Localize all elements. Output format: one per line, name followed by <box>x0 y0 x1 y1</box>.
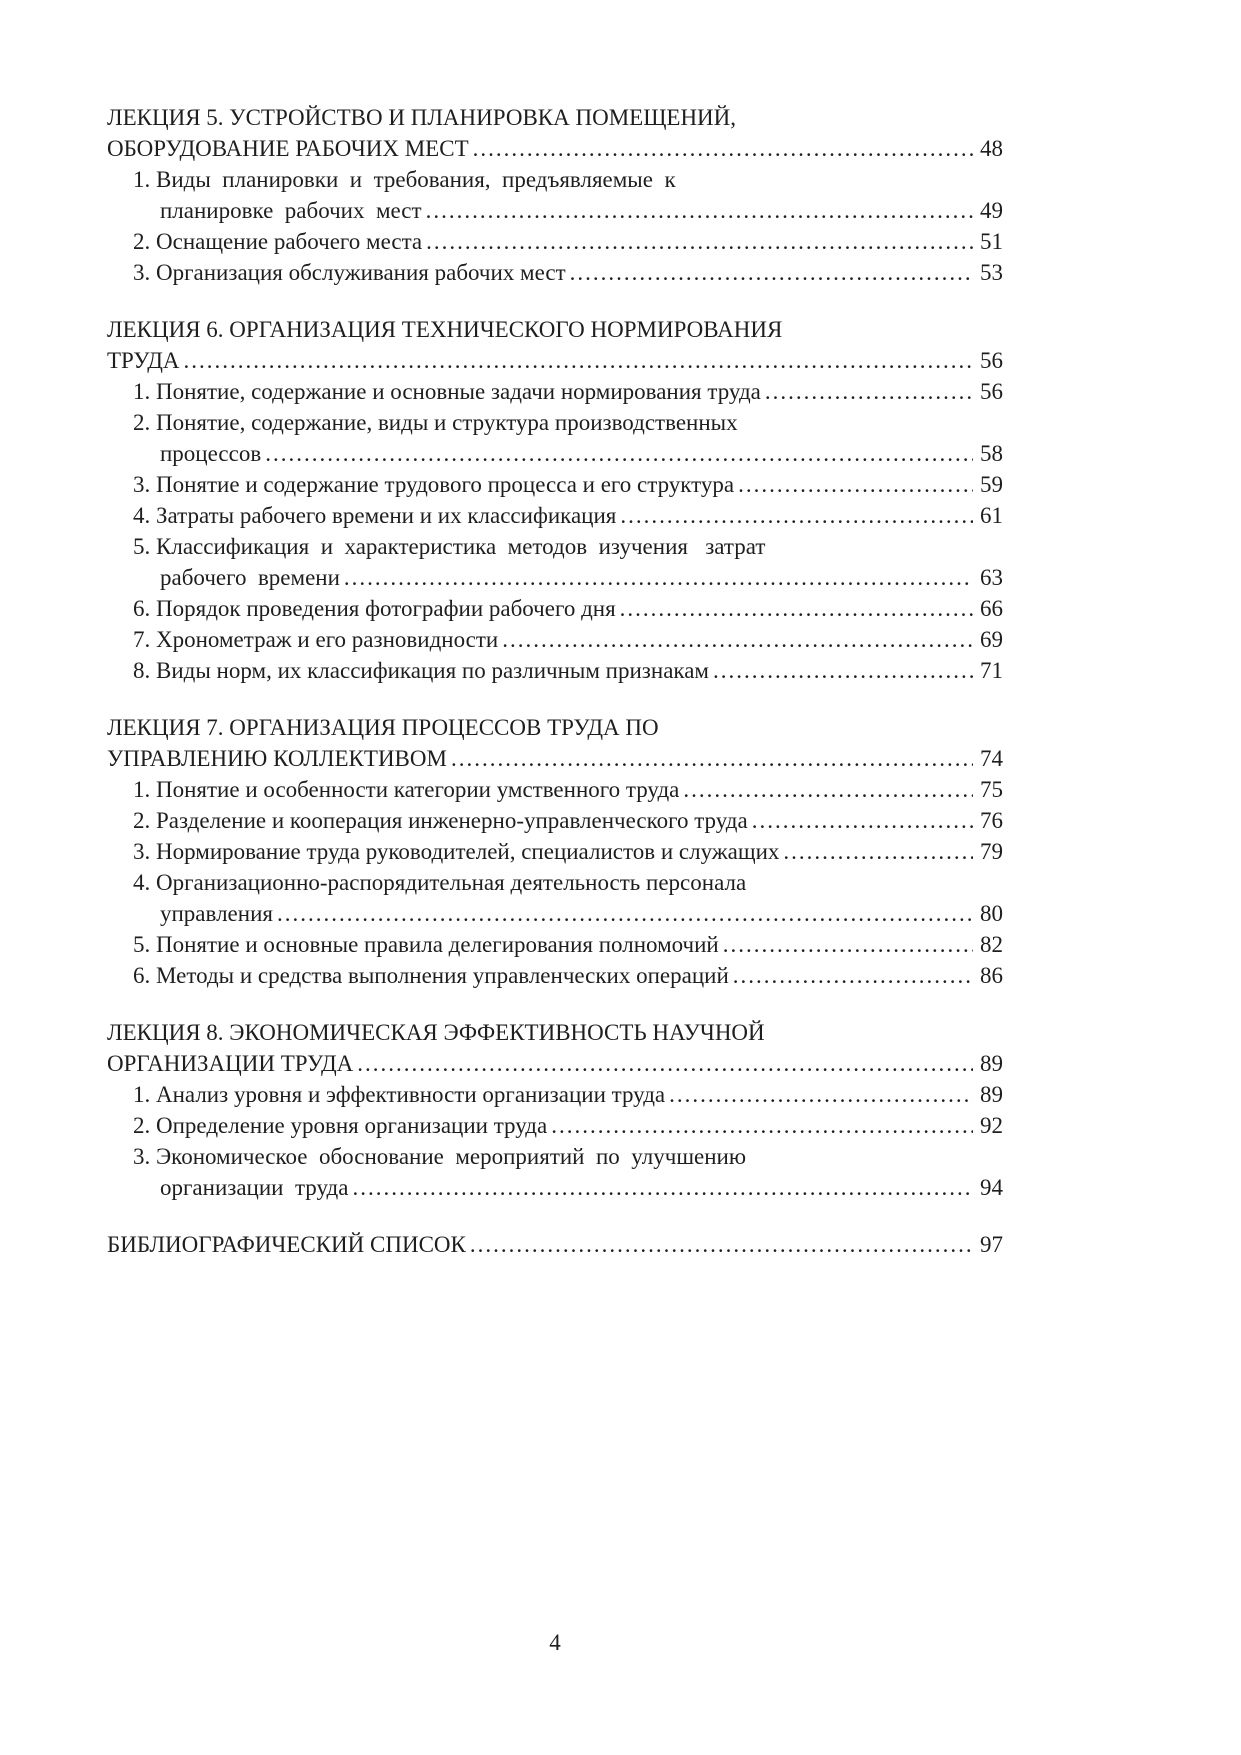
toc-item <box>107 469 1003 500</box>
toc-line <box>133 195 1003 226</box>
dot-leader <box>184 345 973 376</box>
toc-item <box>107 655 1003 686</box>
toc-line <box>133 376 1003 407</box>
toc-line <box>133 226 1003 257</box>
page-ref: 94 <box>980 1175 1003 1200</box>
toc-item <box>107 376 1003 407</box>
toc-item <box>107 226 1003 257</box>
toc-entry-text: 6. Порядок проведения фотографии рабочего дня <box>133 596 616 621</box>
page-ref: 74 <box>980 746 1003 771</box>
toc-item <box>107 500 1003 531</box>
toc-line <box>107 743 1003 774</box>
dot-leader <box>451 743 973 774</box>
page-ref: 63 <box>980 565 1003 590</box>
toc-entry-text: ТРУДА <box>107 348 180 373</box>
toc-item <box>107 1079 1003 1110</box>
toc-line <box>107 1229 1003 1260</box>
toc-entry-text: 6. Методы и средства выполнения управленческих операций <box>133 963 729 988</box>
toc-section <box>107 1017 1003 1203</box>
toc-line: ЛЕКЦИЯ 8. ЭКОНОМИЧЕСКАЯ ЭФФЕКТИВНОСТЬ НАУЧНОЙ <box>107 1020 765 1045</box>
dot-leader <box>277 898 973 929</box>
toc-entry-text: УПРАВЛЕНИЮ КОЛЛЕКТИВОМ <box>107 746 447 771</box>
dot-leader <box>620 500 973 531</box>
dot-leader <box>470 1229 973 1260</box>
page-ref: 48 <box>980 136 1003 161</box>
page-ref: 97 <box>980 1232 1003 1257</box>
dot-leader <box>723 929 973 960</box>
toc-entry-text: 7. Хронометраж и его разновидности <box>133 627 499 652</box>
dot-leader <box>502 624 973 655</box>
toc-item <box>107 164 1003 226</box>
toc-item <box>107 960 1003 991</box>
toc-line <box>133 562 1003 593</box>
toc-item <box>107 1141 1003 1203</box>
toc-item <box>107 531 1003 593</box>
toc-line <box>133 593 1003 624</box>
toc-entry-text: ОРГАНИЗАЦИИ ТРУДА <box>107 1051 354 1076</box>
toc-line <box>133 500 1003 531</box>
page-ref: 61 <box>980 503 1003 528</box>
toc-item <box>107 407 1003 469</box>
toc-item <box>107 836 1003 867</box>
toc-entry-text: ОБОРУДОВАНИЕ РАБОЧИХ МЕСТ <box>107 136 469 161</box>
toc-line: ЛЕКЦИЯ 7. ОРГАНИЗАЦИЯ ПРОЦЕССОВ ТРУДА ПО <box>107 715 659 740</box>
page-ref: 66 <box>980 596 1003 621</box>
page-ref: 76 <box>980 808 1003 833</box>
page-number-footer: 4 <box>549 1630 561 1655</box>
page-ref: 56 <box>980 379 1003 404</box>
toc-item <box>107 774 1003 805</box>
toc-section <box>107 314 1003 686</box>
page-ref: 82 <box>980 932 1003 957</box>
toc-line: ЛЕКЦИЯ 5. УСТРОЙСТВО И ПЛАНИРОВКА ПОМЕЩЕНИЙ, <box>107 105 737 130</box>
toc-line <box>107 1048 1003 1079</box>
dot-leader <box>570 257 973 288</box>
page-ref: 58 <box>980 441 1003 466</box>
toc-line <box>133 624 1003 655</box>
toc-section <box>107 712 1003 991</box>
dot-leader <box>713 655 973 686</box>
toc-entry-text: 3. Нормирование труда руководителей, специалистов и служащих <box>133 839 780 864</box>
toc-entry-text: 5. Понятие и основные правила делегирования полномочий <box>133 932 719 957</box>
dot-leader <box>752 805 973 836</box>
toc-entry-text: 3. Организация обслуживания рабочих мест <box>133 260 566 285</box>
toc-line <box>133 1110 1003 1141</box>
toc-entry-text: управления <box>160 901 273 926</box>
dot-leader <box>783 836 973 867</box>
toc-item <box>107 624 1003 655</box>
page-ref: 89 <box>980 1051 1003 1076</box>
page-ref: 89 <box>980 1082 1003 1107</box>
page-ref: 80 <box>980 901 1003 926</box>
toc-entry-text: 1. Анализ уровня и эффективности организации труда <box>133 1082 666 1107</box>
toc-entry-text: организации труда <box>160 1175 349 1200</box>
page-ref: 59 <box>980 472 1003 497</box>
toc-line <box>133 836 1003 867</box>
toc-line <box>133 655 1003 686</box>
page-ref: 92 <box>980 1113 1003 1138</box>
toc-entry-text: рабочего времени <box>160 565 340 590</box>
dot-leader <box>765 376 973 407</box>
toc-line <box>133 929 1003 960</box>
toc-entry-text: 2. Оснащение рабочего места <box>133 229 423 254</box>
table-of-contents <box>107 102 1003 1260</box>
toc-heading <box>107 314 1003 376</box>
toc-heading <box>107 102 1003 164</box>
page-ref: 79 <box>980 839 1003 864</box>
toc-line: 3. Экономическое обоснование мероприятий по улучшению <box>133 1144 747 1169</box>
page-ref: 49 <box>980 198 1003 223</box>
toc-item <box>107 593 1003 624</box>
toc-item <box>107 257 1003 288</box>
toc-entry-text: 3. Понятие и содержание трудового процесса и его структура <box>133 472 735 497</box>
toc-section <box>107 1229 1003 1260</box>
toc-entry-text: 2. Определение уровня организации труда <box>133 1113 548 1138</box>
toc-entry-text: процессов <box>160 441 262 466</box>
toc-content <box>107 102 1003 1260</box>
toc-item <box>107 929 1003 960</box>
dot-leader <box>265 438 973 469</box>
toc-line <box>133 1172 1003 1203</box>
dot-leader <box>344 562 973 593</box>
toc-item <box>107 1110 1003 1141</box>
dot-leader <box>669 1079 973 1110</box>
toc-entry-text: планировке рабочих мест <box>160 198 422 223</box>
page-ref: 71 <box>980 658 1003 683</box>
toc-line <box>133 960 1003 991</box>
toc-line: 5. Классификация и характеристика методов изучения затрат <box>133 534 766 559</box>
toc-line <box>133 438 1003 469</box>
toc-line: 2. Понятие, содержание, виды и структура производственных <box>133 410 738 435</box>
toc-line: 1. Виды планировки и требования, предъявляемые к <box>133 167 676 192</box>
toc-line: 4. Организационно-распорядительная деятельность персонала <box>133 870 747 895</box>
page-ref: 53 <box>980 260 1003 285</box>
toc-entry-text: 4. Затраты рабочего времени и их классификация <box>133 503 617 528</box>
dot-leader <box>426 226 973 257</box>
dot-leader <box>733 960 973 991</box>
toc-line <box>107 345 1003 376</box>
toc-line <box>107 133 1003 164</box>
toc-line <box>133 774 1003 805</box>
toc-line <box>133 257 1003 288</box>
page-ref: 86 <box>980 963 1003 988</box>
dot-leader <box>620 593 973 624</box>
toc-line <box>133 469 1003 500</box>
toc-line <box>133 805 1003 836</box>
dot-leader <box>551 1110 973 1141</box>
toc-section <box>107 102 1003 288</box>
toc-line <box>133 898 1003 929</box>
toc-entry-text: БИБЛИОГРАФИЧЕСКИЙ СПИСОК <box>107 1232 466 1257</box>
page-ref: 69 <box>980 627 1003 652</box>
toc-entry-text: 8. Виды норм, их классификация по различным признакам <box>133 658 709 683</box>
dot-leader <box>738 469 973 500</box>
dot-leader <box>683 774 973 805</box>
toc-entry-text: 1. Понятие, содержание и основные задачи нормирования труда <box>133 379 761 404</box>
dot-leader <box>473 133 973 164</box>
toc-line <box>133 1079 1003 1110</box>
dot-leader <box>357 1048 973 1079</box>
toc-heading <box>107 1229 1003 1260</box>
dot-leader <box>352 1172 973 1203</box>
toc-item <box>107 805 1003 836</box>
toc-entry-text: 2. Разделение и кооперация инженерно-управленческого труда <box>133 808 748 833</box>
toc-heading <box>107 1017 1003 1079</box>
page-ref: 75 <box>980 777 1003 802</box>
toc-line: ЛЕКЦИЯ 6. ОРГАНИЗАЦИЯ ТЕХНИЧЕСКОГО НОРМИРОВАНИЯ <box>107 317 783 342</box>
toc-item <box>107 867 1003 929</box>
toc-entry-text: 1. Понятие и особенности категории умственного труда <box>133 777 680 802</box>
dot-leader <box>426 195 973 226</box>
toc-heading <box>107 712 1003 774</box>
page-ref: 56 <box>980 348 1003 373</box>
page-ref: 51 <box>980 229 1003 254</box>
